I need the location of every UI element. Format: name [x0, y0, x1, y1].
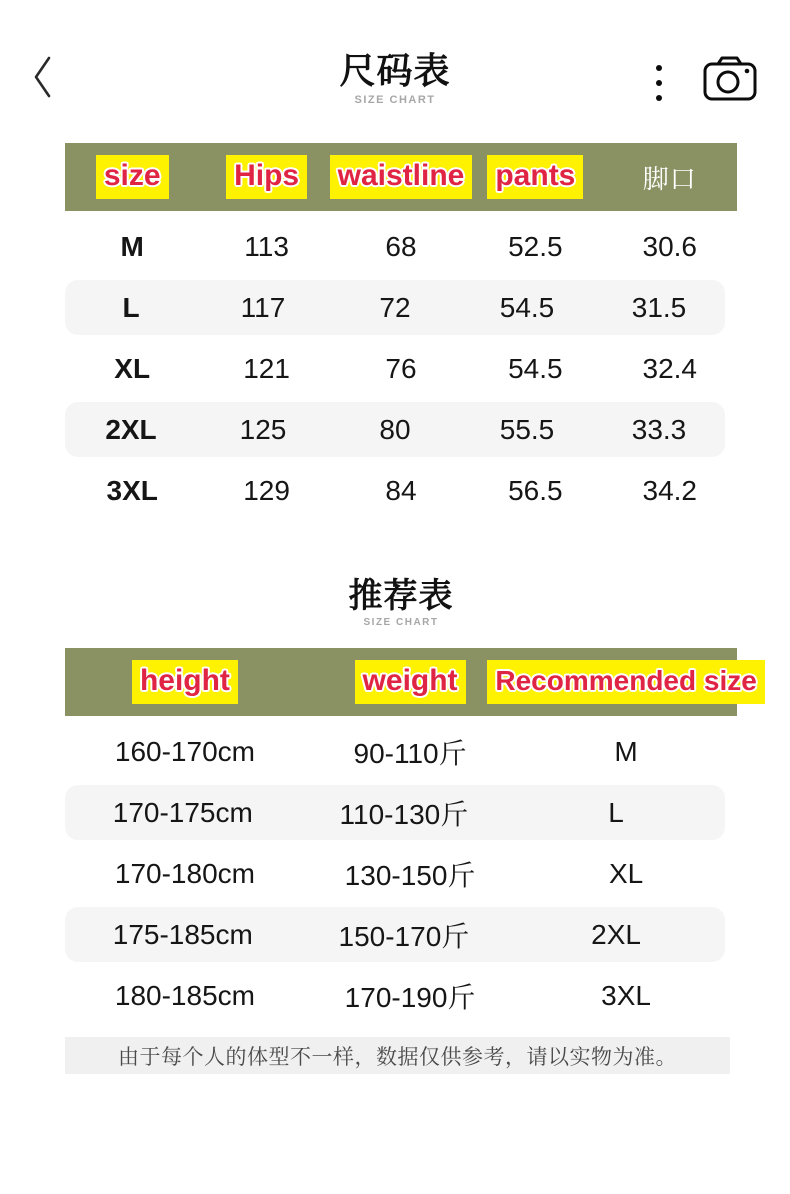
table-row	[65, 968, 737, 1023]
table-cell: 2XL	[591, 918, 641, 950]
table-row	[65, 341, 737, 396]
table-row	[65, 785, 725, 840]
recommend-section-head	[65, 576, 737, 628]
table-row	[65, 724, 737, 779]
kebab-menu-icon	[656, 65, 662, 71]
table-cell: 30.6	[642, 230, 697, 262]
table-cell: 170-190斤	[344, 981, 476, 1013]
recommend-section-title: 推荐表	[348, 577, 454, 615]
recommend-table-header-cell	[65, 660, 305, 704]
camera-button[interactable]	[703, 56, 757, 105]
disclaimer-note: 由于每个人的体型不一样，数据仅供参考，请以实物为准。	[65, 1037, 730, 1074]
table-cell: 34.2	[642, 474, 697, 506]
kebab-menu-icon	[656, 80, 662, 86]
header-highlight-weight: weight	[355, 660, 466, 704]
table-cell: 72	[379, 291, 411, 323]
size-table-header-cell	[468, 155, 602, 199]
table-cell: 55.5	[499, 413, 555, 445]
size-table-header	[65, 143, 737, 211]
table-cell: 170-180cm	[114, 857, 255, 889]
table-cell: 56.5	[508, 474, 563, 506]
header-highlight-height: height	[132, 660, 238, 704]
kebab-menu-icon	[656, 95, 662, 101]
table-cell: M	[120, 230, 144, 262]
table-cell: L	[122, 291, 140, 323]
header-highlight-hips: Hips	[226, 155, 307, 199]
table-cell: 121	[243, 352, 290, 384]
table-row	[65, 846, 737, 901]
table-row	[65, 402, 725, 457]
camera-icon	[703, 56, 757, 102]
size-table-header-cell	[65, 155, 199, 199]
table-cell: 68	[385, 230, 417, 262]
header-highlight-waistline: waistline	[330, 155, 473, 199]
table-cell: 170-175cm	[112, 796, 253, 828]
header-highlight-recommended-size: Recommended size	[487, 660, 764, 704]
table-cell: 52.5	[508, 230, 563, 262]
table-row	[65, 907, 725, 962]
table-cell: 129	[243, 474, 290, 506]
app-bar	[0, 0, 790, 143]
table-cell: M	[614, 735, 638, 767]
table-cell: 3XL	[106, 474, 158, 506]
table-cell: 175-185cm	[112, 918, 253, 950]
size-table-header-cell	[603, 159, 737, 196]
page-title: 尺码表	[339, 50, 451, 91]
table-cell: 54.5	[508, 352, 563, 384]
size-table-header-cell	[334, 155, 468, 199]
table-cell: XL	[114, 352, 151, 384]
table-cell: 150-170斤	[338, 920, 470, 952]
table-cell: 90-110斤	[353, 737, 467, 769]
recommend-section-subtitle: SIZE CHART	[363, 617, 439, 628]
table-cell: 84	[385, 474, 417, 506]
table-cell: 113	[244, 230, 289, 262]
table-row	[65, 463, 737, 518]
table-cell: XL	[608, 857, 644, 889]
table-cell: 80	[379, 413, 411, 445]
recommend-table-header	[65, 648, 757, 716]
table-cell: 76	[385, 352, 417, 384]
more-menu-button[interactable]	[652, 61, 666, 105]
recommend-table-header-cell	[495, 660, 757, 704]
title-block	[0, 50, 790, 106]
table-cell: 160-170cm	[114, 735, 255, 767]
page-subtitle: SIZE CHART	[354, 94, 436, 106]
table-cell: L	[608, 796, 624, 828]
table-cell: 33.3	[631, 413, 687, 445]
table-cell: 31.5	[631, 291, 687, 323]
table-row	[65, 219, 737, 274]
table-cell: 110-130斤	[339, 798, 469, 830]
table-cell: 180-185cm	[114, 979, 255, 1011]
size-table-header-cell	[199, 155, 333, 199]
header-leg-opening: 脚口	[642, 163, 697, 194]
table-cell: 2XL	[105, 413, 157, 445]
table-cell: 117	[240, 291, 286, 323]
recommend-table-header-cell	[305, 660, 515, 704]
size-chart-content	[65, 143, 757, 1074]
table-row	[65, 280, 725, 335]
header-highlight-pants: pants	[487, 155, 583, 199]
header-highlight-size: size	[96, 155, 169, 199]
table-cell: 32.4	[642, 352, 697, 384]
table-cell: 3XL	[601, 979, 651, 1011]
table-cell: 130-150斤	[344, 859, 476, 891]
table-cell: 125	[239, 413, 287, 445]
table-cell: 54.5	[499, 291, 555, 323]
